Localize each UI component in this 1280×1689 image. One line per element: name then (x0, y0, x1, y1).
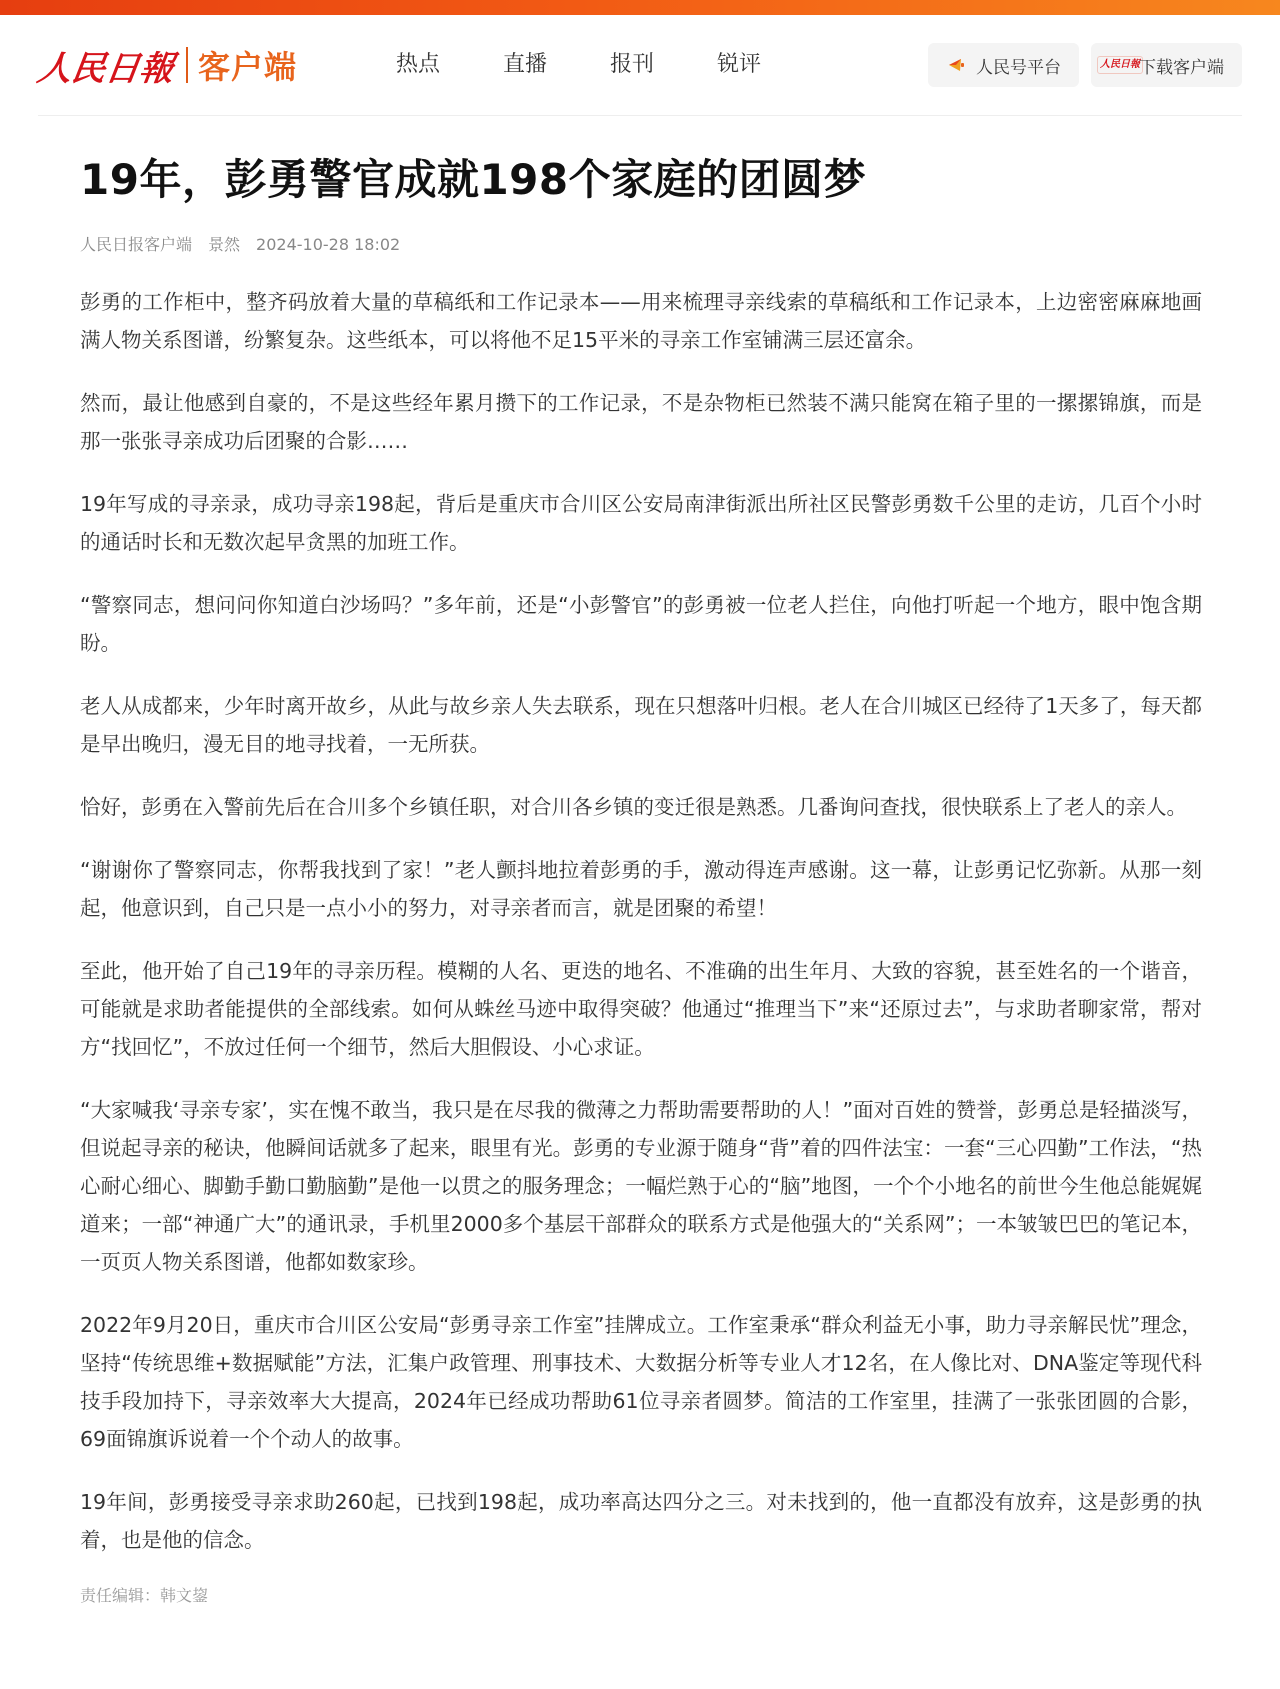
article-paragraph: 19年间，彭勇接受寻亲求助260起，已找到198起，成功率高达四分之三。对未找到的，他一直都没有放弃，这是彭勇的执着，也是他的信念。 (80, 1490, 1202, 1552)
site-header (34, 15, 1242, 116)
nav-item-newspaper[interactable]: 报刊 (610, 52, 655, 77)
article-body (80, 283, 1202, 1559)
article-paragraph: 老人从成都来，少年时离开故乡，从此与故乡亲人失去联系，现在只想落叶归根。老人在合川城区已经待了1天多了，每天都是早出晚归，漫无目的地寻找着，一无所获。 (80, 694, 1202, 756)
platform-button-label: 人民号平台 (976, 57, 1061, 78)
header-actions (928, 43, 1242, 87)
download-app-button[interactable] (1091, 43, 1242, 87)
logo-mark: 人民日報 (34, 48, 177, 89)
site-logo[interactable] (34, 43, 298, 89)
article-paragraph: “谢谢你了警察同志，你帮我找到了家！”老人颤抖地拉着彭勇的手，激动得连声感谢。这一幕，让彭勇记忆弥新。从那一刻起，他意识到，自己只是一点小小的努力，对寻亲者而言，就是团聚的希望！ (80, 858, 1202, 920)
app-logo-icon (1100, 54, 1140, 76)
article-paragraph: 恰好，彭勇在入警前先后在合川多个乡镇任职，对合川各乡镇的变迁很是熟悉。几番询问查找，很快联系上了老人的亲人。 (80, 795, 1187, 819)
responsible-editor: 责任编辑：韩文鋆 (80, 1586, 209, 1605)
logo-app-name: 客户端 (198, 48, 298, 86)
article-paragraph: 彭勇的工作柜中，整齐码放着大量的草稿纸和工作记录本——用来梳理寻亲线索的草稿纸和工作记录本，上边密密麻麻地画满人物关系图谱，纷繁复杂。这些纸本，可以将他不足15平米的寻亲工作室铺满三层还富余。 (80, 290, 1202, 352)
article-paragraph: 2022年9月20日，重庆市合川区公安局“彭勇寻亲工作室”挂牌成立。工作室秉承“群众利益无小事，助力寻亲解民忧”理念，坚持“传统思维+数据赋能”方法，汇集户政管理、刑事技术、大数据分析等专业人才12名，在人像比对、DNA鉴定等现代科技手段加持下，寻亲效率大大提高，2024年已经成功帮助61位寻亲者圆梦。简洁的工作室里，挂满了一张张团圆的合影，69面锦旗诉说着一个个动人的故事。 (80, 1313, 1202, 1451)
article-paragraph: 至此，他开始了自己19年的寻亲历程。模糊的人名、更迭的地名、不准确的出生年月、大致的容貌，甚至姓名的一个谐音，可能就是求助者能提供的全部线索。如何从蛛丝马迹中取得突破？他通过“推理当下”来“还原过去”，与求助者聊家常，帮对方“找回忆”，不放过任何一个细节，然后大胆假设、小心求证。 (80, 959, 1202, 1059)
article-author: 景然 (208, 235, 241, 254)
article-paragraph: “警察同志，想问问你知道白沙场吗？”多年前，还是“小彭警官”的彭勇被一位老人拦住，向他打听起一个地方，眼中饱含期盼。 (80, 593, 1202, 655)
platform-button[interactable] (928, 43, 1079, 87)
article-paragraph: 19年写成的寻亲录，成功寻亲198起，背后是重庆市合川区公安局南津街派出所社区民警彭勇数千公里的走访，几百个小时的通话时长和无数次起早贪黑的加班工作。 (80, 492, 1202, 554)
article-source: 人民日报客户端 (80, 235, 193, 254)
top-accent-strip (0, 0, 1280, 15)
logo-divider (186, 47, 188, 83)
download-button-label: 下载客户端 (1139, 57, 1224, 78)
article-paragraph: “大家喊我‘寻亲专家’，实在愧不敢当，我只是在尽我的微薄之力帮助需要帮助的人！”面对百姓的赞誉，彭勇总是轻描淡写，但说起寻亲的秘诀，他瞬间话就多了起来，眼里有光。彭勇的专业源于随身“背”着的四件法宝：一套“三心四勤”工作法，“热心耐心细心、脚勤手勤口勤脑勤”是他一以贯之的服务理念；一幅烂熟于心的“脑”地图，一个个小地名的前世今生他总能娓娓道来；一部“神通广大”的通讯录，手机里2000多个基层干部群众的联系方式是他强大的“关系网”；一本皱皱巴巴的笔记本，一页页人物关系图谱，他都如数家珍。 (80, 1098, 1202, 1274)
nav-item-hot[interactable]: 热点 (396, 52, 441, 77)
nav-item-live[interactable]: 直播 (503, 52, 548, 77)
nav-item-commentary[interactable]: 锐评 (717, 52, 762, 77)
main-nav (396, 49, 824, 81)
article (80, 150, 1202, 1608)
megaphone-icon (946, 54, 968, 76)
article-datetime: 2024-10-28 18:02 (256, 235, 401, 254)
article-title: 19年，彭勇警官成就198个家庭的团圆梦 (80, 155, 867, 204)
article-paragraph: 然而，最让他感到自豪的，不是这些经年累月攒下的工作记录，不是杂物柜已然装不满只能窝在箱子里的一摞摞锦旗，而是那一张张寻亲成功后团聚的合影…… (80, 391, 1202, 453)
app-logo-mark: 人民日報 (1097, 56, 1143, 74)
article-meta (80, 233, 1202, 257)
